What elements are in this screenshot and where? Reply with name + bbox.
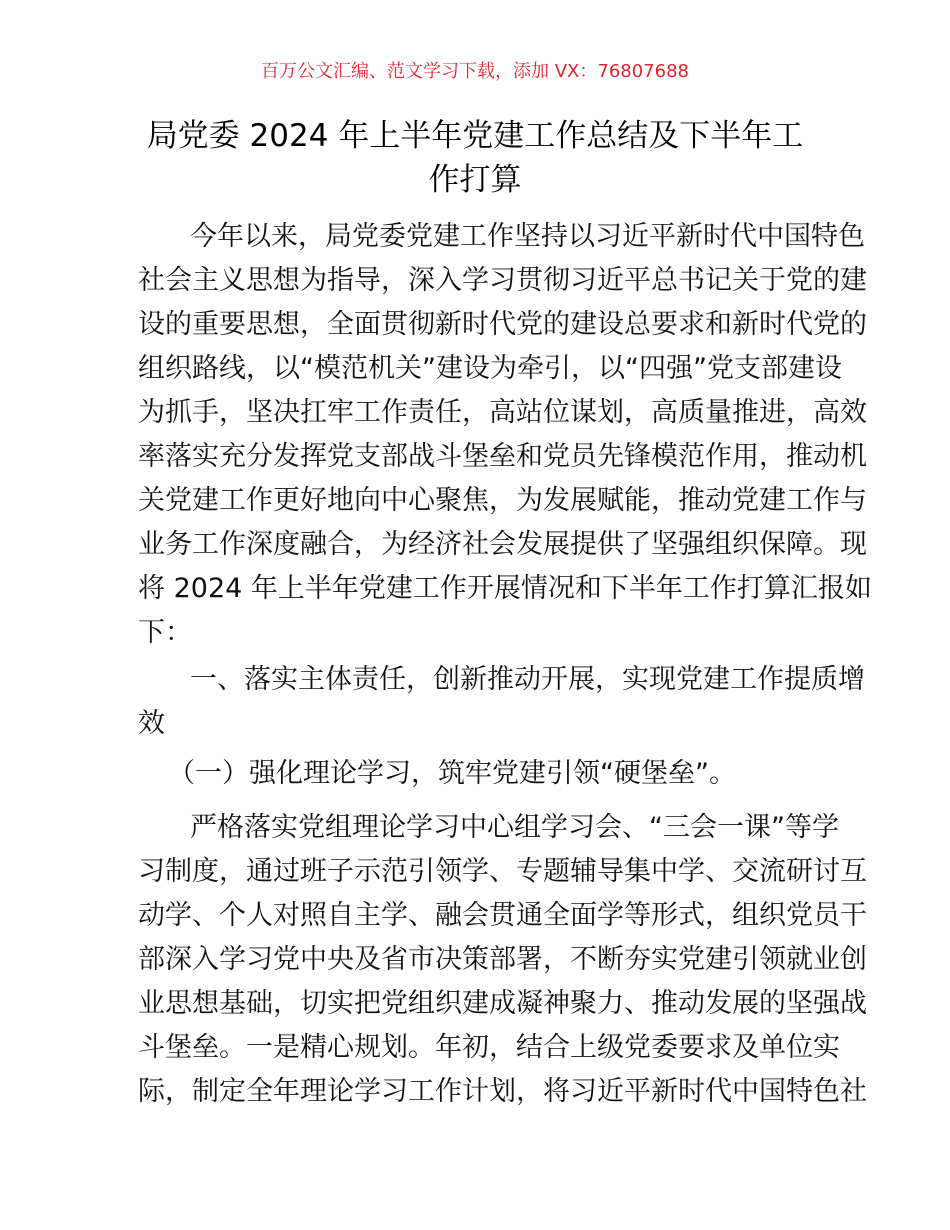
text-line: 为抓手，坚决扛牢工作责任，高站位谋划，高质量推进，高效: [138, 397, 867, 428]
text-line: 今年以来，局党委党建工作坚持以习近平新时代中国特色: [190, 221, 865, 252]
text-line: 际，制定全年理论学习工作计划，将习近平新时代中国特色社: [138, 1076, 867, 1107]
section-heading: [138, 658, 865, 746]
text-line: 效: [138, 708, 165, 739]
text-line: 部深入学习党中央及省市决策部署，不断夯实党建引领就业创: [138, 944, 867, 975]
body-paragraph: [138, 806, 867, 1114]
text-line: 斗堡垒。一是精心规划。年初，结合上级党委要求及单位实: [138, 1032, 840, 1063]
text-line: 设的重要思想，全面贯彻新时代党的建设总要求和新时代党的: [138, 309, 867, 340]
text-line: 严格落实党组理论学习中心组学习会、“三会一课”等学: [190, 812, 839, 843]
subsection-heading: [138, 752, 810, 796]
text-line: 业思想基础，切实把党组织建成凝神聚力、推动发展的坚强战: [138, 988, 867, 1019]
text-line: 将 2024 年上半年党建工作开展情况和下半年工作打算汇报如: [138, 573, 872, 604]
text-line: 社会主义思想为指导，深入学习贯彻习近平总书记关于党的建: [138, 265, 867, 296]
text-line: 组织路线，以“模范机关”建设为牵引，以“四强”党支部建设: [138, 353, 842, 384]
title-line: 作打算: [428, 162, 522, 198]
text-line: 下：: [138, 617, 192, 648]
watermark-banner: 百万公文汇编、范文学习下载，添加 VX：76807688: [261, 61, 689, 82]
text-line: 习制度，通过班子示范引领学、专题辅导集中学、交流研讨互: [138, 856, 867, 887]
text-line: 业务工作深度融合，为经济社会发展提供了坚强组织保障。现: [138, 529, 867, 560]
text-line: 一、落实主体责任，创新推动开展，实现党建工作提质增: [190, 664, 865, 695]
title-line: 局党委 2024 年上半年党建工作总结及下半年工: [146, 118, 804, 154]
intro-paragraph: [138, 215, 872, 655]
text-line: 率落实充分发挥党支部战斗堡垒和党员先锋模范作用，推动机: [138, 441, 867, 472]
document-title: [130, 114, 820, 202]
text-line: 动学、个人对照自主学、融会贯通全面学等形式，组织党员干: [138, 900, 867, 931]
text-line: （一）强化理论学习，筑牢党建引领“硬堡垒”。: [168, 758, 736, 789]
text-line: 关党建工作更好地向中心聚焦，为发展赋能，推动党建工作与: [138, 485, 867, 516]
